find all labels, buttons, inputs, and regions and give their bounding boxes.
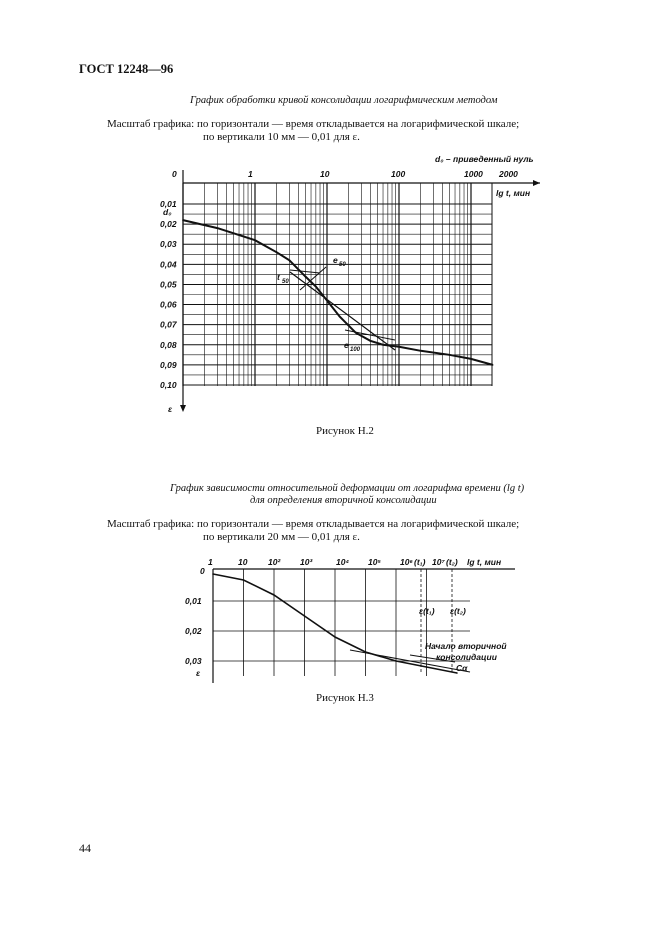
figure2-data-point (254, 239, 256, 241)
figure2-e100-sub: 100 (350, 347, 361, 353)
figure3-secondary-label-2: консолидации (436, 652, 497, 662)
figure3-slope-label: Cα (456, 663, 468, 673)
figure2-e100-label: e (344, 340, 349, 350)
figure3-y-axis-label: ε (196, 668, 201, 678)
figure3-x-tick: 10⁵ (368, 557, 381, 567)
figure2-y-tick: 0,05 (160, 279, 177, 290)
document-title: ГОСТ 12248—96 (79, 62, 174, 76)
figure3-data-point (426, 666, 428, 668)
figure2-t50-sub: 50 (282, 279, 289, 285)
figure2-y-tick: 0,09 (160, 359, 177, 370)
figure2-x-tick: 2000 (499, 169, 518, 179)
figure3-x-tick: 10³ (300, 557, 313, 567)
figure2-data-point (276, 251, 278, 253)
figure3-data-point (334, 636, 336, 638)
figure2-e50-leader (300, 267, 326, 290)
figure2-data-point (382, 344, 384, 346)
figure3-t1-mark: (t₁) (414, 557, 426, 567)
figure2-data-point (217, 227, 219, 229)
figure3-scale-line1: Масштаб графика: по горизонтали — время откладывается на логарифмической шкале; (107, 518, 520, 530)
figure2-y-tick: 0,04 (160, 259, 177, 270)
figure3-y-tick: 0,01 (185, 596, 202, 606)
figure2-y-tick: 0,03 (160, 239, 177, 250)
figure2-x-tick: 100 (391, 169, 406, 179)
figure2-t50-label: t (277, 272, 280, 282)
figure2-heading: График обработки кривой консолидации логарифмическим методом (190, 95, 498, 106)
figure2-x-tick: 1 (248, 169, 253, 179)
figure2-scale-line2: по вертикали 10 мм — 0,01 для ε. (203, 131, 360, 143)
figure3-x-tick: 1 (208, 557, 213, 567)
figure2-y-tick: 0,10 (160, 380, 177, 390)
figure3-x-axis-label: lg t, мин (467, 557, 502, 567)
figure2-data-point (470, 358, 472, 360)
figure3-t2-mark: (t₂) (446, 557, 458, 567)
figure2-data-point (398, 346, 400, 348)
figure3-data-point (273, 594, 275, 596)
figure2-data-point (315, 286, 317, 288)
figure3-scale-line2: по вертикали 20 мм — 0,01 для ε. (203, 531, 360, 543)
figure2-y-axis-label: ε (168, 404, 173, 414)
figure2-data-point (492, 364, 494, 366)
figure2-scale-line1: Масштаб графика: по горизонтали — время откладывается на логарифмической шкале; (107, 118, 520, 130)
figure3-y-tick: 0 (200, 566, 205, 576)
figure2-x-tick: 1000 (464, 169, 483, 179)
figure3-y-tick: 0,02 (185, 626, 202, 636)
figure3-secondary-label-1: Начало вторичной (425, 641, 507, 651)
figure3-x-tick: 10⁴ (336, 557, 350, 567)
figure3-x-tick: 10⁶ (400, 557, 413, 567)
figure2-consolidation-curve (183, 220, 493, 365)
figure2-y-tick: 0,07 (160, 319, 177, 330)
figure3-data-point (243, 579, 245, 581)
figure3-data-point (212, 573, 214, 575)
figure2-tangent-line (290, 272, 395, 350)
figure2-annotation-d0: d₀ – приведенный нуль (435, 154, 534, 164)
figure2-e50-sub: 50 (339, 262, 346, 268)
figure2-data-point (289, 260, 291, 262)
page-number: 44 (79, 841, 91, 855)
figure3-caption: Рисунок Н.3 (316, 692, 374, 704)
figure3-x-tick: 10 (238, 557, 248, 567)
figure2-y-tick: 0,01 (160, 199, 177, 209)
figure3-heading-line1: График зависимости относительной деформации от логарифма времени (lg t) (170, 483, 525, 494)
figure3-x-tick: 10⁷ (432, 557, 445, 567)
figure3-data-point (395, 660, 397, 662)
figure2-caption: Рисунок Н.2 (316, 425, 374, 437)
figure2-data-point (305, 276, 307, 278)
figure2-x-tick: 10 (320, 169, 330, 179)
figure3-e-t2-label: ε(t₂) (450, 606, 466, 616)
figure2-x-tick: 0 (172, 169, 177, 179)
figure2-grid (160, 169, 540, 412)
figure3-data-point (304, 615, 306, 617)
figure2-y-tick: 0,08 (160, 339, 177, 350)
figure3-e-t1-label: ε(t₁) (419, 606, 435, 616)
figure2-x-axis-label: lg t, мин (496, 188, 531, 198)
figure3-heading-line2: для определения вторичной консолидации (250, 495, 437, 506)
figure3-x-tick: 10² (268, 557, 281, 567)
figure2-data-point (370, 340, 372, 342)
figure2-data-point (182, 219, 184, 221)
figure2-e50-label: e (333, 255, 338, 265)
figure2-y-tick: 0,06 (160, 299, 177, 310)
figure2-data-point (449, 354, 451, 356)
figure3-y-tick: 0,03 (185, 656, 202, 666)
figure2-t50-leader (290, 270, 320, 273)
figure2-d0-label: d₀ (163, 207, 172, 217)
figure2-data-point (420, 350, 422, 352)
figure2-data-point (339, 316, 341, 318)
figure2-y-tick: 0,02 (160, 219, 177, 230)
